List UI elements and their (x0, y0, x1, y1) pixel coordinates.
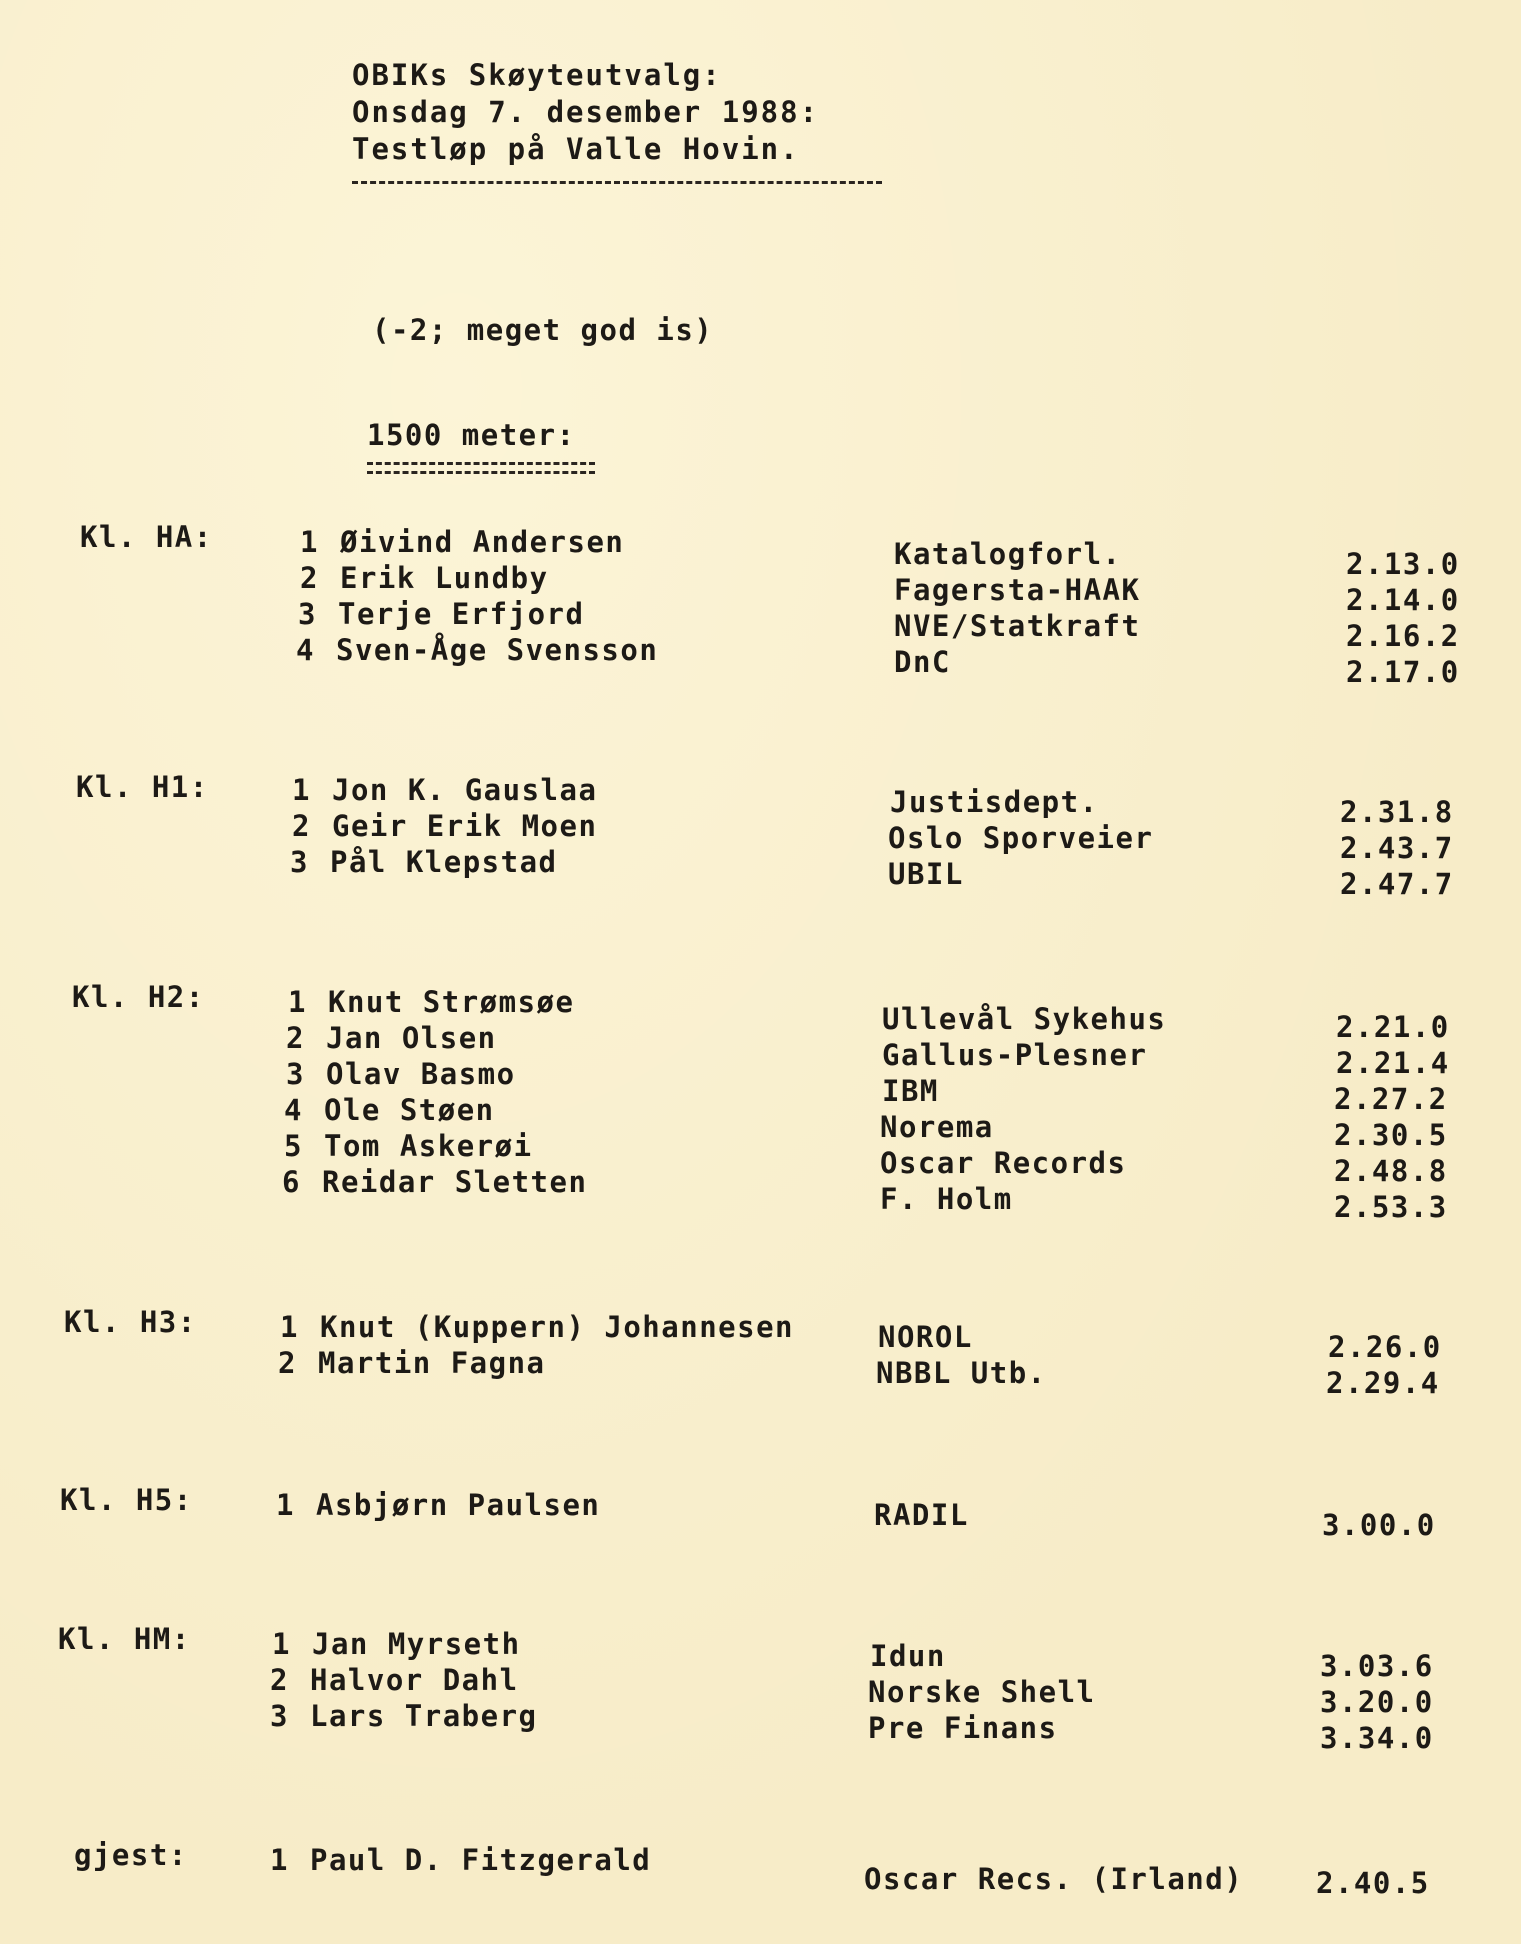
entry-name: Geir Erik Moen (332, 809, 598, 843)
entry-name: Ole Støen (324, 1093, 495, 1127)
entry-name: Halvor Dahl (310, 1663, 519, 1697)
entry-place: 4 (284, 1093, 303, 1127)
entry-time: 2.13.0 (1346, 547, 1460, 581)
entry-place: 3 (290, 845, 309, 879)
entry-time: 2.26.0 (1328, 1330, 1442, 1364)
entry-name: Pål Klepstad (330, 845, 558, 879)
entry-time: 2.14.0 (1346, 583, 1460, 617)
entry-club: Oscar Recs. (Irland) (864, 1862, 1244, 1896)
entry-club: NBBL Utb. (876, 1356, 1047, 1390)
entry-time: 2.21.4 (1336, 1046, 1450, 1080)
entry-time: 2.31.8 (1340, 795, 1454, 829)
header-line-2: Onsdag 7. desember 1988: (352, 95, 820, 129)
entry-name: Lars Traberg (310, 1699, 538, 1733)
entry-place: 6 (282, 1165, 301, 1199)
entry-time: 2.40.5 (1316, 1866, 1430, 1900)
distance-underline (367, 462, 595, 474)
entry-time: 3.00.0 (1322, 1508, 1436, 1542)
entry-name: Reidar Sletten (322, 1165, 588, 1199)
entry-club: Katalogforl. (894, 537, 1122, 571)
entry-time: 2.29.4 (1326, 1366, 1440, 1400)
entry-club: Justisdept. (890, 785, 1099, 819)
entry-club: UBIL (888, 857, 964, 891)
entry-place: 1 (300, 525, 319, 559)
entry-time: 2.30.5 (1334, 1118, 1448, 1152)
entry-time: 3.20.0 (1320, 1685, 1434, 1719)
entry-time: 2.27.2 (1334, 1082, 1448, 1116)
entry-time: 2.16.2 (1346, 619, 1460, 653)
entry-name: Jan Myrseth (312, 1627, 521, 1661)
class-label: Kl. HA: (80, 520, 213, 554)
class-label: Kl. H5: (60, 1483, 193, 1517)
entry-place: 1 (288, 985, 307, 1019)
entry-club: Ullevål Sykehus (882, 1002, 1167, 1036)
entry-name: Erik Lundby (340, 561, 549, 595)
entry-time: 2.21.0 (1336, 1010, 1450, 1044)
entry-club: F. Holm (880, 1182, 1013, 1216)
entry-name: Terje Erfjord (338, 597, 585, 631)
entry-club: Pre Finans (868, 1711, 1058, 1745)
entry-place: 1 (272, 1627, 291, 1661)
entry-place: 1 (270, 1843, 289, 1877)
entry-place: 2 (300, 561, 319, 595)
entry-club: RADIL (874, 1498, 969, 1532)
entry-place: 3 (286, 1057, 305, 1091)
entry-name: Asbjørn Paulsen (316, 1488, 601, 1522)
conditions-note: (-2; meget god is) (372, 313, 714, 347)
entry-name: Paul D. Fitzgerald (310, 1843, 652, 1877)
header-underline (352, 181, 882, 184)
entry-place: 1 (280, 1310, 299, 1344)
class-label: Kl. H2: (72, 980, 205, 1014)
header-line-3: Testløp på Valle Hovin. (352, 132, 800, 166)
class-label: Kl. H3: (64, 1305, 197, 1339)
entry-club: NVE/Statkraft (894, 609, 1141, 643)
entry-club: DnC (894, 645, 951, 679)
entry-club: IBM (882, 1074, 939, 1108)
entry-club: Idun (870, 1639, 946, 1673)
class-label: Kl. HM: (58, 1622, 191, 1656)
entry-name: Knut (Kuppern) Johannesen (320, 1310, 794, 1344)
entry-place: 2 (286, 1021, 305, 1055)
entry-name: Sven-Åge Svensson (336, 633, 659, 667)
entry-place: 2 (292, 809, 311, 843)
entry-time: 3.34.0 (1320, 1721, 1434, 1755)
entry-name: Knut Strømsøe (328, 985, 575, 1019)
distance-heading: 1500 meter: (367, 418, 576, 452)
entry-club: Oscar Records (880, 1146, 1127, 1180)
entry-place: 4 (296, 633, 315, 667)
entry-name: Olav Basmo (326, 1057, 516, 1091)
entry-name: Martin Fagna (318, 1346, 546, 1380)
entry-club: Norske Shell (868, 1675, 1096, 1709)
entry-time: 2.48.8 (1334, 1154, 1448, 1188)
class-label: Kl. H1: (76, 770, 209, 804)
entry-time: 2.53.3 (1334, 1190, 1448, 1224)
entry-time: 2.43.7 (1340, 831, 1454, 865)
entry-place: 1 (292, 773, 311, 807)
header-line-1: OBIKs Skøyteutvalg: (352, 58, 722, 92)
entry-place: 5 (284, 1129, 303, 1163)
entry-time: 3.03.6 (1320, 1649, 1434, 1683)
entry-club: Gallus-Plesner (882, 1038, 1148, 1072)
entry-club: Oslo Sporveier (888, 821, 1154, 855)
entry-place: 1 (276, 1488, 295, 1522)
entry-club: NOROL (878, 1320, 973, 1354)
entry-name: Jan Olsen (326, 1021, 497, 1055)
entry-name: Tom Askerøi (324, 1129, 533, 1163)
entry-time: 2.47.7 (1340, 867, 1454, 901)
entry-name: Jon K. Gauslaa (332, 773, 598, 807)
entry-place: 2 (278, 1346, 297, 1380)
entry-club: Fagersta-HAAK (894, 573, 1141, 607)
entry-place: 3 (270, 1699, 289, 1733)
class-label: gjest: (74, 1838, 188, 1872)
entry-name: Øivind Andersen (340, 525, 625, 559)
entry-club: Norema (880, 1110, 994, 1144)
entry-place: 3 (298, 597, 317, 631)
entry-place: 2 (270, 1663, 289, 1697)
entry-time: 2.17.0 (1346, 655, 1460, 689)
